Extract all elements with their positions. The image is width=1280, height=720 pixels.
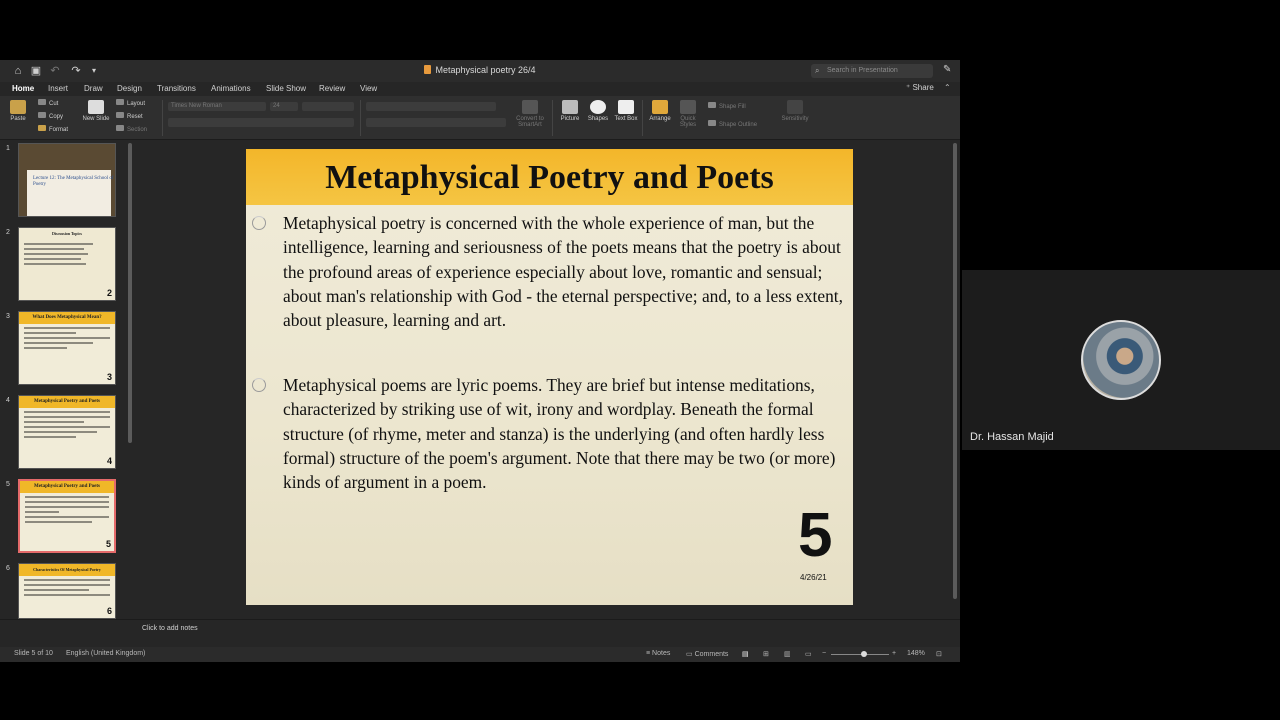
font-size-value: 24	[273, 103, 280, 109]
ribbon-separator	[642, 100, 643, 136]
slide-thumbnail-2[interactable]	[18, 227, 116, 301]
add-person-icon: ⁺	[906, 83, 911, 92]
fit-to-window-icon[interactable]: ⊡	[936, 651, 942, 658]
thumbnail-body	[19, 324, 115, 355]
customize-toolbar-icon[interactable]: ▾	[91, 66, 96, 75]
sensitivity-button[interactable]	[778, 100, 812, 122]
slide-paragraph-2[interactable]: Metaphysical poems are lyric poems. They are brief but intense meditations, characterized by striking use of wit, irony and wordplay. Beneath the formal structure (of rhyme, meter and stanza) is the underlying (and often hardly less formal) structure of the poem's argument. Note that there may be two (or more) kinds of argument in a poem.	[283, 375, 836, 493]
thumbnail-title: Metaphysical Poetry and Poets	[19, 396, 115, 408]
quick-styles-label: Quick Styles	[679, 116, 697, 128]
title-bar	[0, 60, 960, 82]
tab-insert[interactable]: Insert	[48, 84, 69, 93]
section-label: Section	[127, 127, 148, 133]
thumbnail-number: 5	[6, 481, 10, 488]
ribbon-separator	[552, 100, 553, 136]
comment-icon: ▭	[686, 651, 693, 658]
thumbnail-number: 2	[6, 229, 10, 236]
zoom-out-icon[interactable]: −	[822, 650, 827, 657]
section-button[interactable]	[116, 125, 147, 133]
paste-label: Paste	[10, 116, 26, 122]
ribbon-separator	[360, 100, 361, 136]
font-size-select[interactable]	[270, 102, 298, 111]
thumbnail-badge: 5	[105, 539, 111, 549]
reset-icon	[116, 112, 124, 118]
share-label: Share	[912, 83, 934, 92]
new-slide-label: New Slide	[82, 116, 110, 122]
save-icon[interactable]: ▣	[30, 65, 42, 77]
tab-draw[interactable]: Draw	[84, 84, 103, 93]
reset-label: Reset	[127, 114, 143, 120]
share-button[interactable]	[906, 83, 934, 92]
paint-bucket-icon	[708, 102, 716, 108]
normal-view-icon[interactable]: ▤	[742, 651, 749, 658]
comments-label: Comments	[694, 651, 729, 658]
text-box-icon	[618, 100, 634, 114]
tab-design[interactable]: Design	[117, 84, 142, 93]
slide-thumbnails-pane	[0, 141, 135, 619]
comments-button[interactable]	[686, 650, 728, 658]
thumbnail-body	[20, 493, 114, 529]
notes-icon: ≡	[646, 650, 651, 657]
status-bar	[0, 647, 960, 662]
convert-smartart-label: Convert to SmartArt	[516, 116, 544, 128]
layout-icon	[116, 99, 124, 105]
copy-button[interactable]	[38, 112, 63, 120]
layout-button[interactable]	[116, 99, 145, 107]
sensitivity-icon	[787, 100, 803, 114]
document-title-text: Metaphysical poetry 26/4	[435, 65, 536, 75]
zoom-level[interactable]: 148%	[907, 650, 925, 657]
thumbnail-body	[19, 240, 115, 271]
layout-label: Layout	[127, 101, 146, 107]
arrange-button[interactable]	[646, 100, 674, 122]
sensitivity-label: Sensitivity	[781, 116, 809, 122]
thumbnail-number: 3	[6, 313, 10, 320]
slide-thumbnail-4[interactable]	[18, 395, 116, 469]
new-slide-button[interactable]	[82, 100, 110, 122]
cut-button[interactable]	[38, 99, 58, 107]
arrange-label: Arrange	[649, 116, 671, 122]
tab-transitions[interactable]: Transitions	[157, 84, 196, 93]
shapes-button[interactable]	[584, 100, 612, 122]
slide-paragraph-1[interactable]: Metaphysical poetry is concerned with the whole experience of man, but the intelligence, learning and seriousness of the poets means that the poetry is about the profound areas of experience especially about love, romantic and sensual; about man's relationship with God - the eternal perspective; and, to a less extent, about pleasure, learning and art.	[283, 213, 843, 331]
font-name-select[interactable]	[168, 102, 266, 111]
zoom-slider-handle[interactable]	[861, 651, 867, 657]
quick-styles-button[interactable]	[674, 100, 702, 128]
reset-button[interactable]	[116, 112, 143, 120]
brush-icon	[38, 125, 46, 131]
slide-counter: Slide 5 of 10	[14, 650, 53, 657]
participant-avatar	[1081, 320, 1161, 400]
thumbnail-badge: 3	[106, 372, 112, 382]
thumbnail-body	[19, 408, 115, 444]
section-icon	[116, 125, 124, 131]
feedback-icon[interactable]: ✎	[943, 64, 952, 75]
thumbnail-title: Characteristics Of Metaphysical Poetry	[19, 564, 115, 576]
slide-sorter-icon[interactable]: ⊞	[763, 651, 769, 658]
notes-button[interactable]	[646, 650, 670, 657]
language-indicator[interactable]: English (United Kingdom)	[66, 650, 146, 657]
thumbnail-badge: 2	[106, 288, 112, 298]
paste-button[interactable]	[4, 100, 32, 122]
slide-show-icon[interactable]: ▭	[805, 651, 812, 658]
home-icon[interactable]: ⌂	[14, 65, 22, 77]
thumbnail-title: What Does Metaphysical Mean?	[19, 312, 115, 324]
format-label: Format	[49, 127, 69, 133]
convert-smartart-button[interactable]	[512, 100, 548, 128]
shape-fill-label: Shape Fill	[719, 104, 746, 110]
shapes-icon	[590, 100, 606, 114]
shape-outline-label: Shape Outline	[719, 122, 758, 128]
tab-view[interactable]: View	[360, 84, 378, 93]
search-icon: ⌕	[815, 66, 820, 75]
ribbon-tabs	[0, 82, 960, 96]
picture-icon	[562, 100, 578, 114]
slide-canvas[interactable]	[246, 149, 853, 605]
notes-label: Notes	[652, 650, 671, 657]
thumbnail-badge: 6	[106, 606, 112, 616]
thumbnail-title: Discussion Topics	[19, 228, 115, 240]
paragraph-list-controls[interactable]	[366, 102, 496, 111]
redo-icon[interactable]: ↷	[71, 65, 81, 77]
thumbnail-number: 1	[6, 145, 10, 152]
pen-icon	[708, 120, 716, 126]
zoom-slider[interactable]	[831, 654, 889, 655]
font-name-value: Times New Roman	[171, 103, 222, 109]
quick-styles-icon	[680, 100, 696, 114]
slide-number: 5	[798, 501, 833, 570]
shape-fill-button[interactable]	[708, 102, 746, 110]
font-format-controls[interactable]	[168, 118, 354, 127]
text-box-button[interactable]	[612, 100, 640, 122]
bullet-circle-icon	[252, 378, 266, 392]
slide-thumbnail-1[interactable]	[18, 143, 116, 217]
picture-label: Picture	[560, 116, 580, 122]
collapse-ribbon-icon[interactable]: ⌃	[944, 83, 951, 92]
ribbon	[0, 96, 960, 140]
shapes-label: Shapes	[587, 116, 609, 122]
undo-icon[interactable]: ↶	[50, 65, 60, 77]
format-painter-button[interactable]	[38, 125, 68, 133]
paragraph-align-controls[interactable]	[366, 118, 506, 127]
scissors-icon	[38, 99, 46, 105]
arrange-icon	[652, 100, 668, 114]
tab-animations[interactable]: Animations	[211, 84, 251, 93]
bullet-circle-icon	[252, 216, 266, 230]
slide-date: 4/26/21	[800, 573, 827, 582]
copy-icon	[38, 112, 46, 118]
slide-title[interactable]: Metaphysical Poetry and Poets	[325, 159, 774, 196]
shape-outline-button[interactable]	[708, 120, 757, 128]
reading-view-icon[interactable]: ▥	[784, 651, 791, 658]
search-placeholder: Search in Presentation	[827, 67, 898, 74]
copy-label: Copy	[49, 114, 64, 120]
smartart-icon	[522, 100, 538, 114]
text-box-label: Text Box	[614, 116, 638, 122]
tab-review[interactable]: Review	[319, 84, 346, 93]
thumbnail-number: 6	[6, 565, 10, 572]
slide-thumbnail-6[interactable]	[18, 563, 116, 619]
presentation-file-icon	[424, 65, 431, 74]
thumbnail-title: Lecture 12: The Metaphysical School of Poetry	[33, 176, 114, 187]
clipboard-icon	[10, 100, 26, 114]
zoom-in-icon[interactable]: +	[892, 650, 897, 657]
thumbnail-number: 4	[6, 397, 10, 404]
thumbnail-title: Metaphysical Poetry and Poets	[20, 481, 114, 493]
notes-placeholder: Click to add notes	[142, 625, 198, 632]
tab-slide-show[interactable]: Slide Show	[266, 84, 307, 93]
picture-button[interactable]	[556, 100, 584, 122]
font-size-controls[interactable]	[302, 102, 354, 111]
thumbnail-body	[19, 576, 115, 602]
cut-label: Cut	[49, 101, 59, 107]
notes-pane[interactable]	[0, 619, 960, 647]
editor-scrollbar[interactable]	[953, 143, 957, 599]
slide-thumbnail-5[interactable]	[18, 479, 116, 553]
thumbnails-scrollbar[interactable]	[128, 143, 132, 443]
ribbon-separator	[162, 100, 163, 136]
slide-thumbnail-3[interactable]	[18, 311, 116, 385]
participant-name: Dr. Hassan Majid	[970, 431, 1054, 443]
search-input[interactable]	[811, 64, 933, 78]
new-slide-icon	[88, 100, 104, 114]
thumbnail-badge: 4	[106, 456, 112, 466]
tab-home[interactable]: Home	[12, 84, 35, 93]
